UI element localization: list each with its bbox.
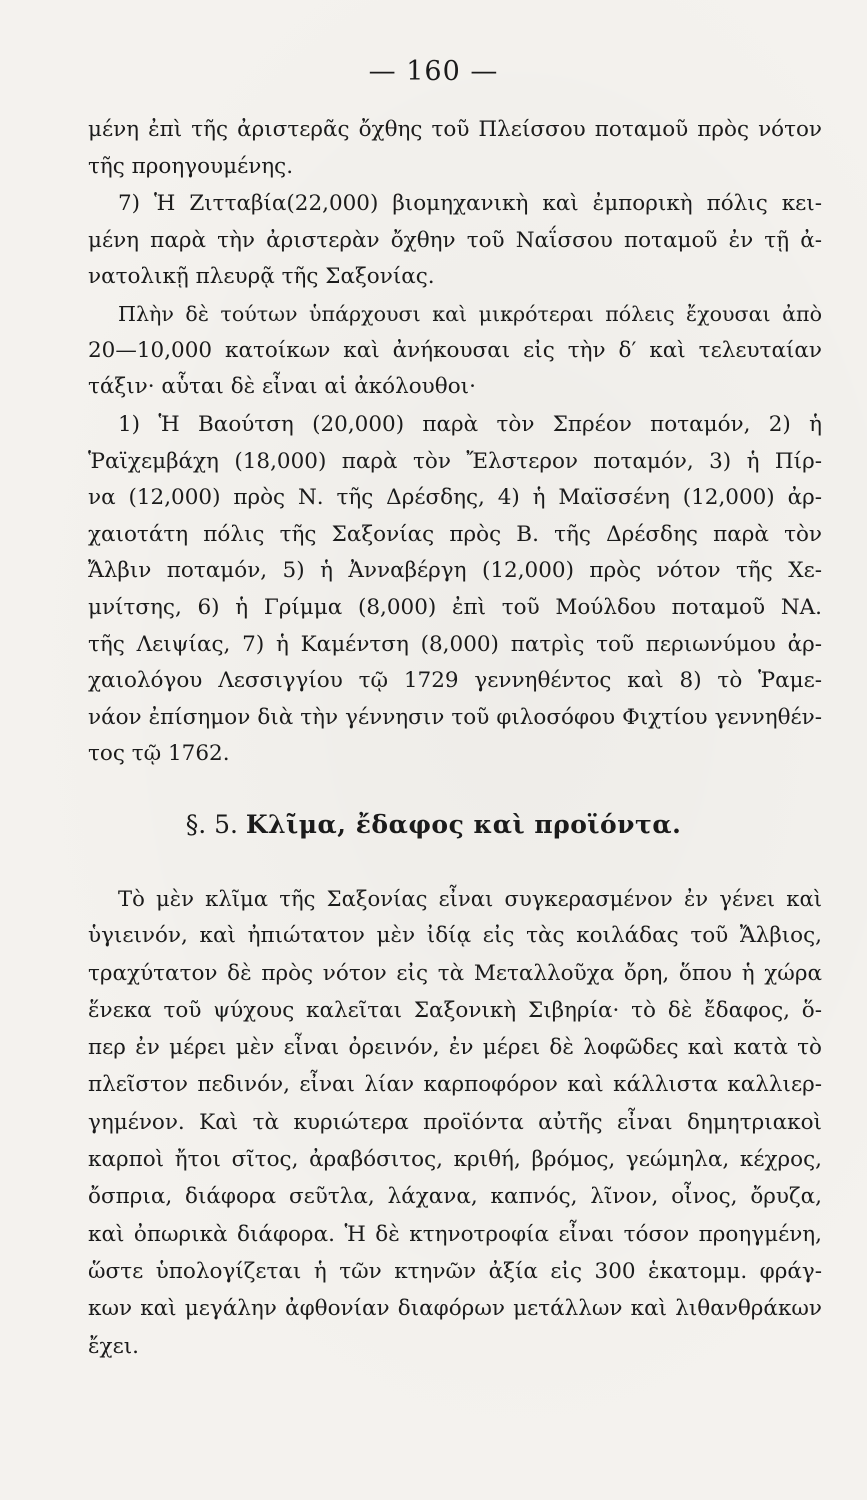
paragraph-climate (88, 880, 822, 1365)
text-line: 20—10,000 κατοίκων καὶ ἀνήκουσαι εἰς τὴν δ′ καὶ τελευταίαν (88, 337, 822, 363)
section-heading (0, 810, 867, 839)
text-line: τος τῷ 1762. (88, 741, 230, 767)
text-line: τραχύτατον δὲ πρὸς νότον εἰς τὰ Μεταλλοῦχα ὄρη, ὅπου ἡ χώρα (88, 960, 822, 986)
text-line: καὶ ὀπωρικὰ διάφορα. Ἡ δὲ κτηνοτροφία εἶναι τόσον προηγμένη, (88, 1221, 822, 1247)
text-line: ὑγιεινόν, καὶ ἠπιώτατον μὲν ἰδίᾳ εἰς τὰς κοιλάδας τοῦ Ἄλβιος, (88, 923, 822, 949)
text-line: ὄσπρια, διάφορα σεῦτλα, λάχανα, καπνός, λῖνον, οἶνος, ὄρυζα, (88, 1184, 822, 1210)
text-line: 7) Ἡ Ζιτταβία(22,000) βιομηχανικὴ καὶ ἐμπορικὴ πόλις κει- (118, 191, 822, 216)
text-line: 1) Ἡ Βαούτση (20,000) παρὰ τὸν Σπρέον ποταμόν, 2) ἡ (118, 412, 822, 437)
text-line: κων καὶ μεγάλην ἀφθονίαν διαφόρων μετάλλων καὶ λιθανθράκων (88, 1296, 822, 1322)
text-line: Τὸ μὲν κλῖμα τῆς Σαξονίας εἶναι συγκερασμένον ἐν γένει καὶ (118, 886, 822, 911)
text-line: να (12,000) πρὸς Ν. τῆς Δρέσδης, 4) ἡ Μαϊσσένη (12,000) ἀρ- (88, 485, 822, 511)
text-line: χαιολόγου Λεσσιγγίου τῷ 1729 γεννηθέντος καὶ 8) τὸ Ῥαμε- (88, 668, 822, 694)
text-line: ὥστε ὑπολογίζεται ἡ τῶν κτηνῶν ἀξία εἰς 300 ἑκατομμ. φράγ- (88, 1258, 822, 1284)
text-line: Ἄλβιν ποταμόν, 5) ἡ Ἀνναβέργη (12,000) πρὸς νότον τῆς Χε- (88, 558, 822, 584)
paragraph-zittau (88, 186, 822, 296)
text-line: μένη παρὰ τὴν ἀριστερὰν ὄχθην τοῦ Ναΐσσου ποταμοῦ ἐν τῇ ἀ- (88, 227, 822, 253)
text-line: ἕνεκα τοῦ ψύχους καλεῖται Σαξονικὴ Σιβηρία· τὸ δὲ ἔδαφος, ὅ- (88, 997, 822, 1023)
text-line: μένη ἐπὶ τῆς ἀριστερᾶς ὄχθης τοῦ Πλείσσου ποταμοῦ πρὸς νότον (88, 117, 822, 142)
text-line: χαιοτάτη πόλις τῆς Σαξονίας πρὸς Β. τῆς Δρέσδης παρὰ τὸν (88, 521, 822, 547)
paragraph-towns-list (88, 407, 822, 773)
text-line: γημένον. Καὶ τὰ κυριώτερα προϊόντα αὐτῆς εἶναι δημητριακοὶ (88, 1109, 822, 1135)
text-line: νάον ἐπίσημον διὰ τὴν γέννησιν τοῦ φιλοσόφου Φιχτίου γεννηθέν- (88, 704, 822, 730)
text-line: Ῥαϊχεμβάχη (18,000) παρὰ τὸν Ἔλστερον ποταμόν, 3) ἡ Πίρ- (88, 448, 822, 474)
text-line: ἔχει. (88, 1333, 139, 1359)
paragraph-smaller-towns-intro (88, 296, 822, 406)
text-line: τῆς Λειψίας, 7) ἡ Καμέντση (8,000) πατρὶς τοῦ περιωνύμου ἀρ- (88, 631, 822, 657)
text-line: Πλὴν δὲ τούτων ὑπάρχουσι καὶ μικρότεραι πόλεις ἔχουσαι ἀπὸ (118, 302, 822, 326)
text-line: καρποὶ ἤτοι σῖτος, ἀραβόσιτος, κριθή, βρόμος, γεώμηλα, κέχρος, (88, 1147, 822, 1173)
text-line: τῆς προηγουμένης. (88, 153, 294, 179)
section-number: §. 5. (185, 810, 238, 839)
text-line: νατολικῇ πλευρᾷ τῆς Σαξονίας. (88, 264, 435, 290)
text-line: μνίτσης, 6) ἡ Γρίμμα (8,000) ἐπὶ τοῦ Μούλδου ποταμοῦ ΝΑ. (88, 594, 822, 620)
section-title: Κλῖμα, ἔδαφος καὶ προϊόντα. (245, 810, 682, 839)
paragraph-continuation (88, 112, 822, 185)
page-number: — 160 — (368, 56, 499, 87)
text-line: τάξιν· αὗται δὲ εἶναι αἱ ἀκόλουθοι· (88, 374, 476, 400)
text-line: περ ἐν μέρει μὲν εἶναι ὀρεινόν, ἐν μέρει δὲ λοφῶδες καὶ κατὰ τὸ (88, 1035, 822, 1061)
text-line: πλεῖστον πεδινόν, εἶναι λίαν καρποφόρον καὶ κάλλιστα καλλιερ- (88, 1072, 822, 1098)
